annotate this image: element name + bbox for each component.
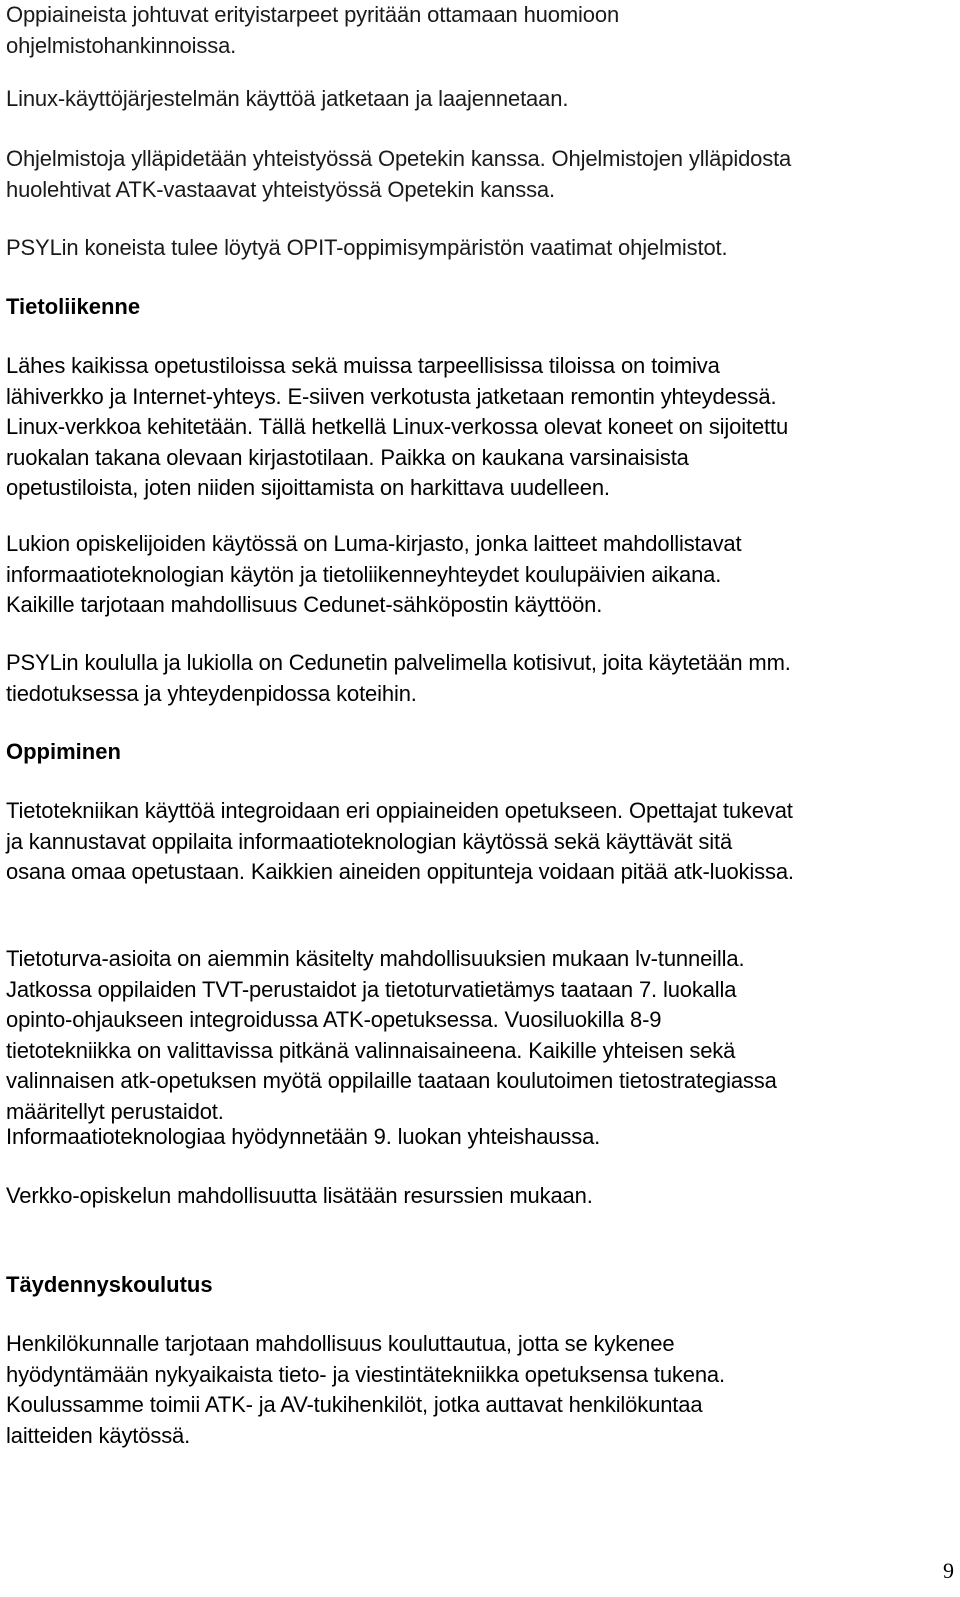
paragraph-line: Tietotekniikan käyttöä integroidaan eri oppiaineiden opetukseen. Opettajat tukevat [6,798,793,823]
paragraph-line: määritellyt perustaidot. [6,1098,224,1124]
paragraph-line: lähiverkko ja Internet-yhteys. E-siiven verkotusta jatketaan remontin yhteydessä. [6,383,777,409]
paragraph-line: Informaatioteknologiaa hyödynnetään 9. luokan yhteishaussa. [6,1124,601,1149]
heading-tietoliikenne [6,292,954,323]
paragraph-homepages [6,648,954,709]
paragraph-linux-os [6,84,954,115]
heading-oppiminen [6,737,954,768]
heading-text: Tietoliikenne [6,294,141,319]
paragraph-line: tietotekniikka on valittavissa pitkänä valinnaisaineena. Kaikille yhteisen sekä [6,1037,736,1063]
paragraph-line: ohjelmistohankinnoissa. [6,32,237,58]
paragraph-line: Verkko-opiskelun mahdollisuutta lisätään resurssien mukaan. [6,1183,593,1208]
paragraph-line: huolehtivat ATK-vastaavat yhteistyössä Opetekin kanssa. [6,176,555,202]
paragraph-line: laitteiden käytössä. [6,1422,191,1448]
heading-taydennyskoulutus [6,1270,954,1301]
paragraph-line: Lukion opiskelijoiden käytössä on Luma-kirjasto, jonka laitteet mahdollistavat [6,531,742,556]
paragraph-line: ja kannustavat oppilaita informaatioteknologian käytössä sekä käyttävät sitä [6,828,733,854]
paragraph-line: informaatioteknologian käytön ja tietoliikenneyhteydet koulupäivien aikana. [6,561,722,587]
paragraph-line: Jatkossa oppilaiden TVT-perustaidot ja tietoturvatietämys taataan 7. luokalla [6,976,737,1002]
paragraph-line: Linux-käyttöjärjestelmän käyttöä jatketaan ja laajennetaan. [6,86,569,111]
paragraph-line: PSYLin koneista tulee löytyä OPIT-oppimisympäristön vaatimat ohjelmistot. [6,235,728,260]
paragraph-line: ruokalan takana olevaan kirjastotilaan. Paikka on kaukana varsinaisista [6,444,689,470]
paragraph-line: Ohjelmistoja ylläpidetään yhteistyössä Opetekin kanssa. Ohjelmistojen ylläpidosta [6,146,792,171]
paragraph-staff-training [6,1329,954,1451]
paragraph-line: opinto-ohjaukseen integroidussa ATK-opetuksessa. Vuosiluokilla 8-9 [6,1007,662,1032]
paragraph-joint-application [6,1122,954,1153]
paragraph-network [6,351,954,504]
paragraph-line: tiedotuksessa ja yhteydenpidossa koteihin. [6,680,417,706]
paragraph-line: Kaikille tarjotaan mahdollisuus Cedunet-sähköpostin käyttöön. [6,592,603,617]
page-number: 9 [943,1558,954,1583]
paragraph-line: Tietoturva-asioita on aiemmin käsitelty mahdollisuuksien mukaan lv-tunneilla. [6,946,745,971]
heading-text: Täydennyskoulutus [6,1272,213,1297]
paragraph-online-study [6,1181,954,1212]
paragraph-line: Linux-verkkoa kehitetään. Tällä hetkellä Linux-verkossa olevat koneet on sijoitettu [6,414,789,439]
heading-text: Oppiminen [6,739,121,764]
paragraph-software-maintenance [6,144,954,205]
paragraph-line: Henkilökunnalle tarjotaan mahdollisuus kouluttautua, jotta se kykenee [6,1331,675,1356]
paragraph-teaching-integration [6,796,954,888]
paragraph-psylin-software [6,233,954,264]
paragraph-luma-library [6,529,954,621]
paragraph-line: Oppiaineista johtuvat erityistarpeet pyritään ottamaan huomioon [6,2,620,27]
paragraph-line: hyödyntämään nykyaikaista tieto- ja viestintätekniikka opetuksensa tukena. [6,1361,725,1387]
paragraph-software-needs [6,0,954,61]
paragraph-line: osana omaa opetustaan. Kaikkien aineiden oppitunteja voidaan pitää atk-luokissa. [6,859,794,884]
paragraph-line: Lähes kaikissa opetustiloissa sekä muissa tarpeellisissa tiloissa on toimiva [6,353,720,378]
paragraph-line: PSYLin koululla ja lukiolla on Cedunetin palvelimella kotisivut, joita käytetään mm. [6,650,791,675]
paragraph-security-skills [6,944,954,1127]
paragraph-line: Koulussamme toimii ATK- ja AV-tukihenkilöt, jotka auttavat henkilökuntaa [6,1392,703,1417]
paragraph-line: valinnaisen atk-opetuksen myötä oppilaille taataan koulutoimen tietostrategiassa [6,1068,777,1093]
paragraph-line: opetustiloista, joten niiden sijoittamista on harkittava uudelleen. [6,475,610,500]
